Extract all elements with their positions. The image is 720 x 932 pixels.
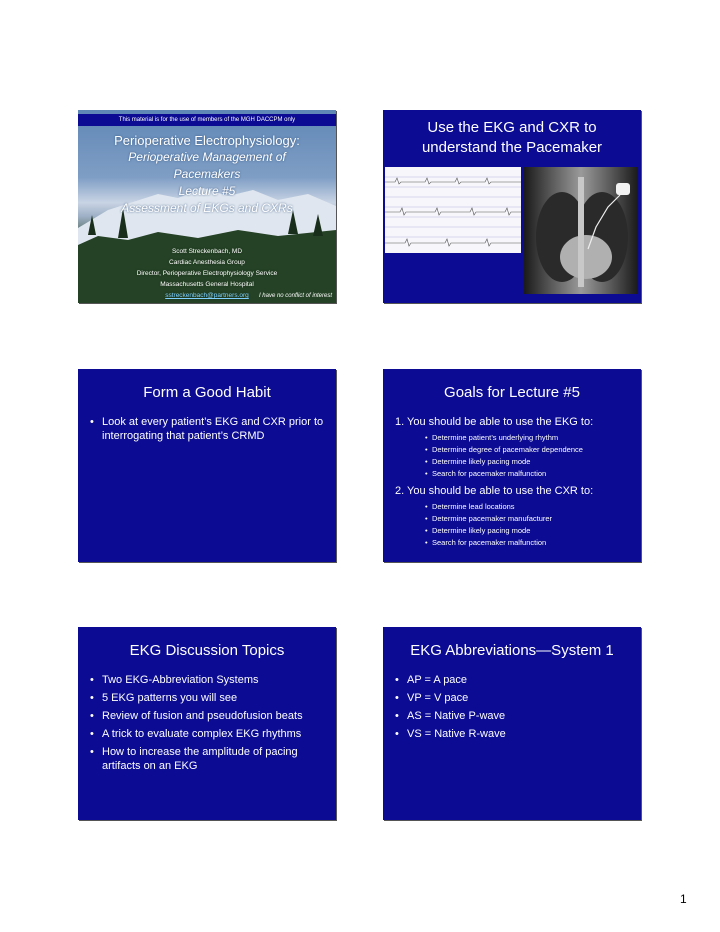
slide-title-text: EKG Abbreviations—System 1 [410,642,614,659]
page-number: 1 [680,892,687,906]
slide-title [78,110,336,303]
goals-list [395,415,635,553]
author-block: Scott Streckenbach, MD Cardiac Anesthesia Group Director, Perioperative Electrophysiology Service Massachusetts General Hospital sstreckenbach@partners.org [78,246,336,301]
goal-1-sublist [395,432,635,480]
bullet-list [395,673,631,745]
list-item: • VS = Native R-wave [395,728,506,740]
list-item: • Determine pacemaker manufacturer [425,513,635,525]
slide-title-text: Form a Good Habit [143,384,271,401]
author-email-link[interactable]: sstreckenbach@partners.org [165,292,249,299]
slide-ekg-cxr [383,110,641,303]
list-item: • Determine degree of pacemaker dependence [425,444,635,456]
slide-title-text: Goals for Lecture #5 [444,384,580,401]
goal-item-2: 2. You should be able to use the CXR to: [395,485,594,497]
list-item: • Determine likely pacing mode [425,525,635,537]
list-item: • Look at every patient’s EKG and CXR prior to interrogating that patient’s CRMD [90,416,324,442]
list-item: • Search for pacemaker malfunction [425,537,635,549]
list-item: • Two EKG-Abbreviation Systems [90,674,259,686]
chest-xray-image [524,167,638,294]
slide-title-text: Use the EKG and CXR to understand the Pacemaker [421,119,603,156]
bullet-list [90,673,326,777]
ekg-strip-image [385,167,521,253]
slide-goals [383,369,641,562]
list-item: • How to increase the amplitude of pacing artifacts on an EKG [90,746,298,772]
slide-abbreviations [383,627,641,820]
goal-item-1: 1. You should be able to use the EKG to: [395,416,594,428]
list-item: • Determine lead locations [425,501,635,513]
list-item: • Review of fusion and pseudofusion beats [90,710,303,722]
slide-good-habit [78,369,336,562]
list-item: • Determine patient’s underlying rhythm [425,432,635,444]
list-item: • A trick to evaluate complex EKG rhythms [90,728,302,740]
list-item: • VP = V pace [395,692,469,704]
list-item: • AP = A pace [395,674,468,686]
slide-discussion-topics [78,627,336,820]
list-item: • Determine likely pacing mode [425,456,635,468]
goal-2-sublist [395,501,635,549]
list-item: • AS = Native P-wave [395,710,506,722]
restriction-note: This material is for the use of members of the MGH DACCPM only [78,114,336,126]
bullet-list [90,415,326,447]
list-item: • Search for pacemaker malfunction [425,468,635,480]
list-item: • 5 EKG patterns you will see [90,692,238,704]
conflict-statement: I have no conflict of interest [258,293,332,299]
lecture-title: Perioperative Electrophysiology: Perioperative Management of Pacemakers Lecture #5 Assessment of EKGs and CXRs [114,133,300,215]
slide-title-text: EKG Discussion Topics [129,642,285,659]
